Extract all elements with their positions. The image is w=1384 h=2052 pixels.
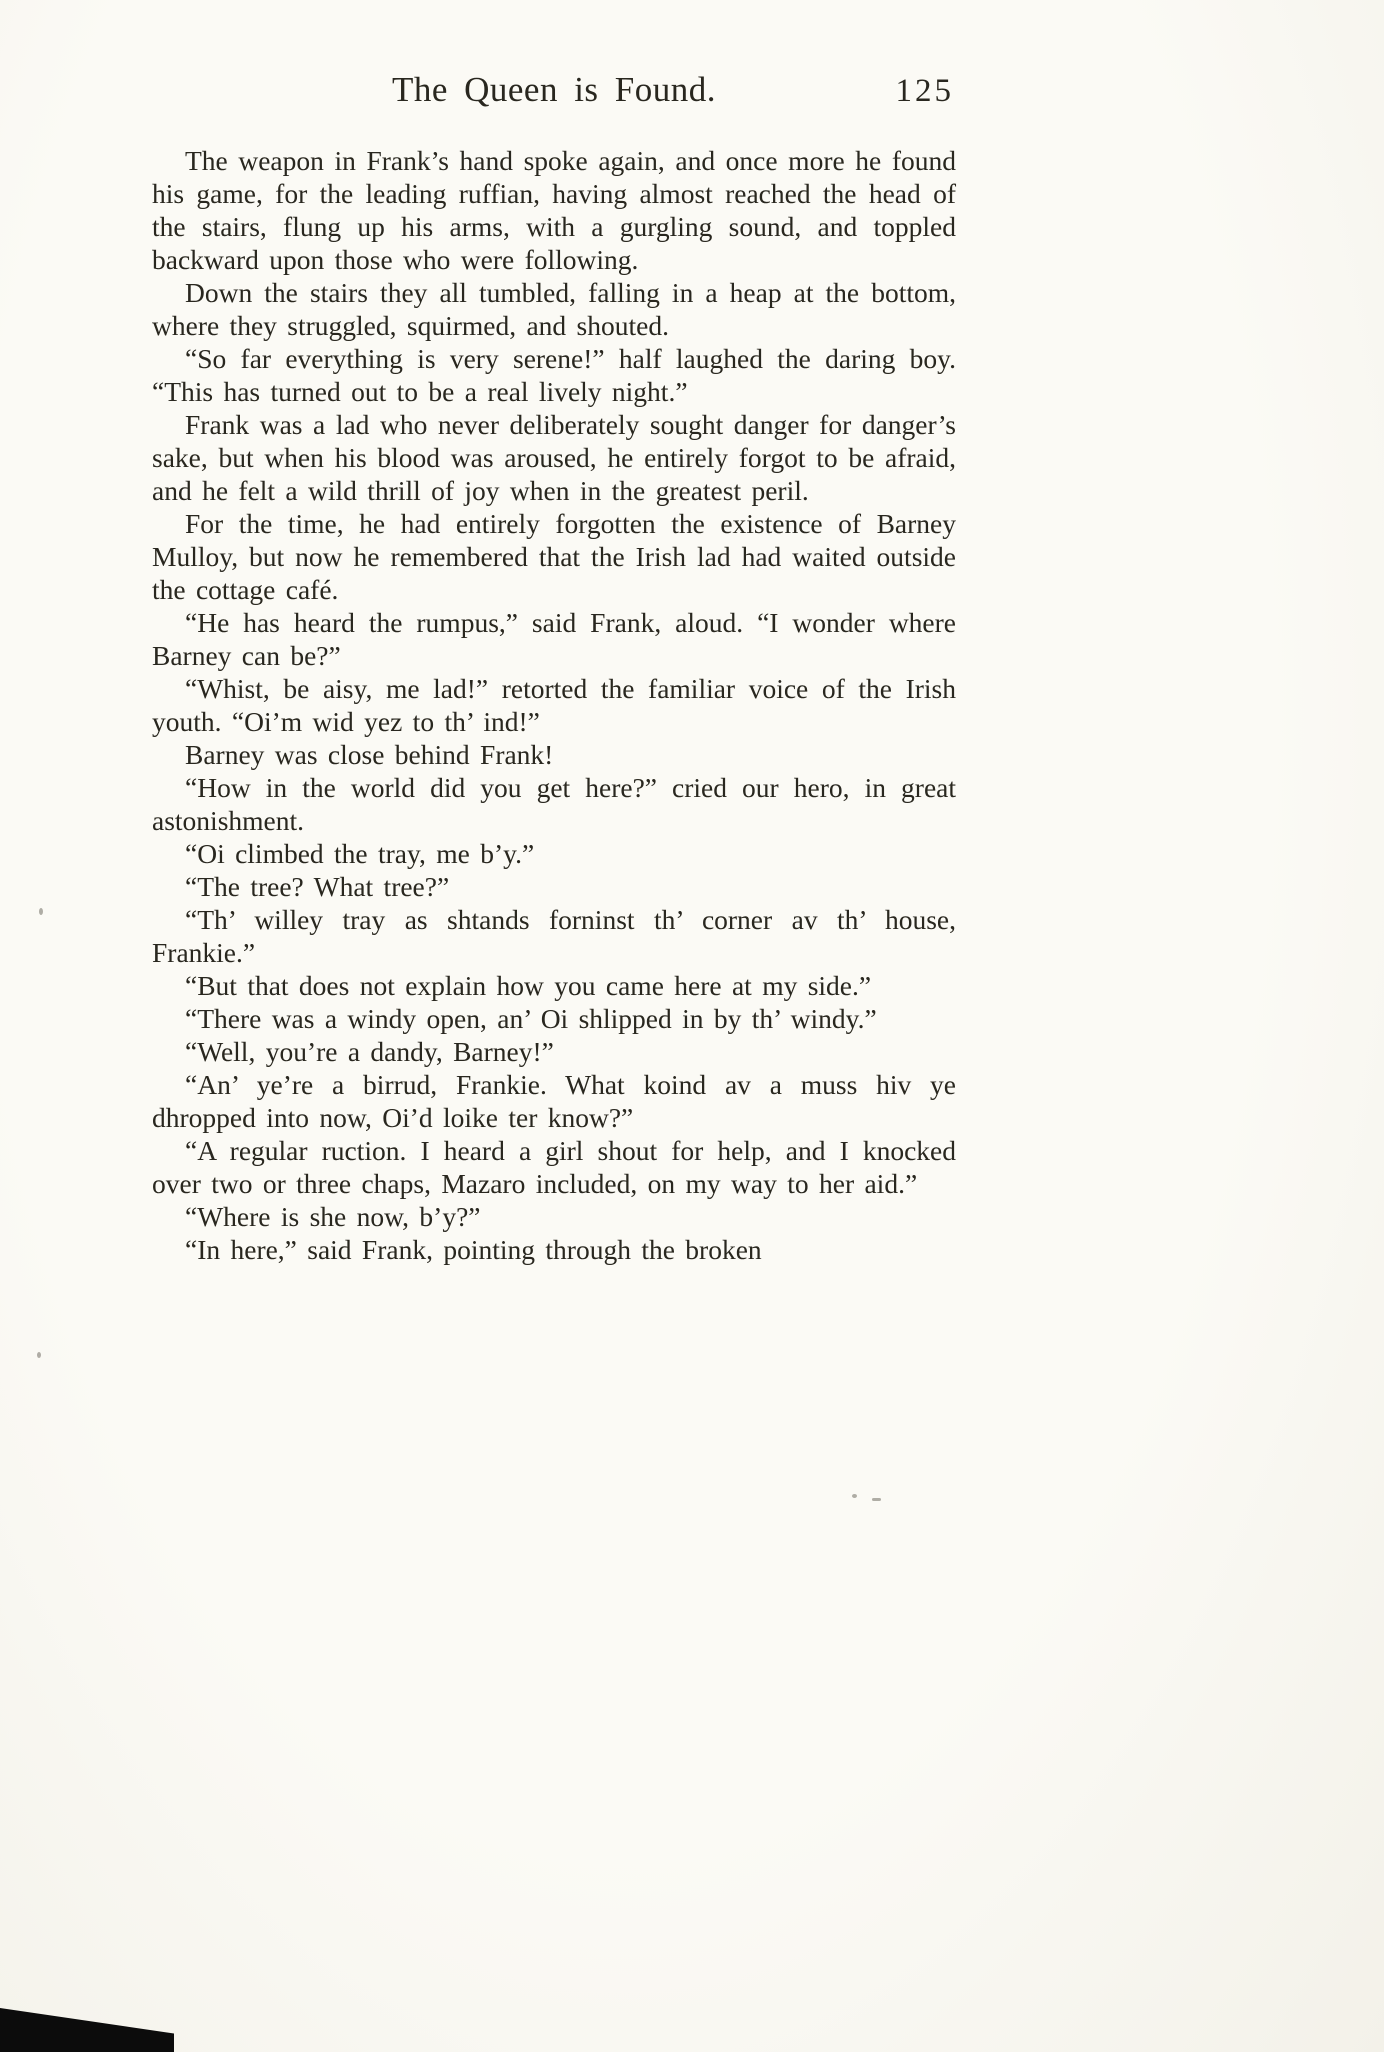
paragraph: “The tree? What tree?” (185, 871, 450, 902)
paragraph: “Where is she now, b’y?” (185, 1201, 481, 1232)
paragraph: Frank was a lad who never deliberately sought danger for danger’s sake, but when his blood was aroused, he entirely forgot to be afraid, and he felt a wild thrill of joy when in the greatest peril. (152, 409, 956, 506)
paragraph: “Whist, be aisy, me lad!” retorted the familiar voice of the Irish youth. “Oi’m wid yez to th’ ind!” (152, 673, 956, 737)
paragraph: “Th’ willey tray as shtands forninst th’ corner av th’ house, Frankie.” (152, 904, 956, 968)
paragraph: The weapon in Frank’s hand spoke again, and once more he found his game, for the leading ruffian, having almost reached the head of the stairs, flung up his arms, with a gurgling sound, and toppled backward upon those who were following. (152, 145, 956, 275)
running-header (152, 70, 956, 120)
paragraph: Barney was close behind Frank! (185, 739, 554, 770)
chapter-title: The Queen is Found. (391, 70, 717, 109)
scan-speck (37, 1352, 41, 1358)
scan-speck (852, 1494, 857, 1498)
paragraph: “He has heard the rumpus,” said Frank, aloud. “I wonder where Barney can be?” (152, 607, 956, 671)
scan-speck (872, 1498, 881, 1501)
paragraph: “There was a windy open, an’ Oi shlipped in by th’ windy.” (185, 1003, 877, 1034)
page-number: 125 (895, 73, 954, 109)
paragraph: Down the stairs they all tumbled, falling in a heap at the bottom, where they struggled, squirmed, and shouted. (152, 277, 956, 341)
paragraph: “How in the world did you get here?” cried our hero, in great astonishment. (152, 772, 956, 836)
page-content (152, 70, 956, 1266)
paragraph: “But that does not explain how you came here at my side.” (185, 970, 872, 1001)
paragraph: “An’ ye’re a birrud, Frankie. What koind av a muss hiv ye dhropped into now, Oi’d loike ter know?” (152, 1069, 956, 1133)
paragraph: For the time, he had entirely forgotten the existence of Barney Mulloy, but now he remembered that the Irish lad had waited outside the cottage café. (152, 508, 956, 605)
paragraph: “Well, you’re a dandy, Barney!” (185, 1036, 554, 1067)
paragraph: “A regular ruction. I heard a girl shout for help, and I knocked over two or three chaps, Mazaro included, on my way to her aid.” (152, 1135, 956, 1199)
paragraph: “In here,” said Frank, pointing through the broken (185, 1234, 762, 1265)
body-text (152, 144, 956, 1266)
paragraph: “Oi climbed the tray, me b’y.” (185, 838, 535, 869)
scan-speck (39, 908, 43, 915)
paragraph: “So far everything is very serene!” half laughed the daring boy. “This has turned out to be a real lively night.” (152, 343, 956, 407)
scan-artifact-corner (0, 2008, 174, 2052)
